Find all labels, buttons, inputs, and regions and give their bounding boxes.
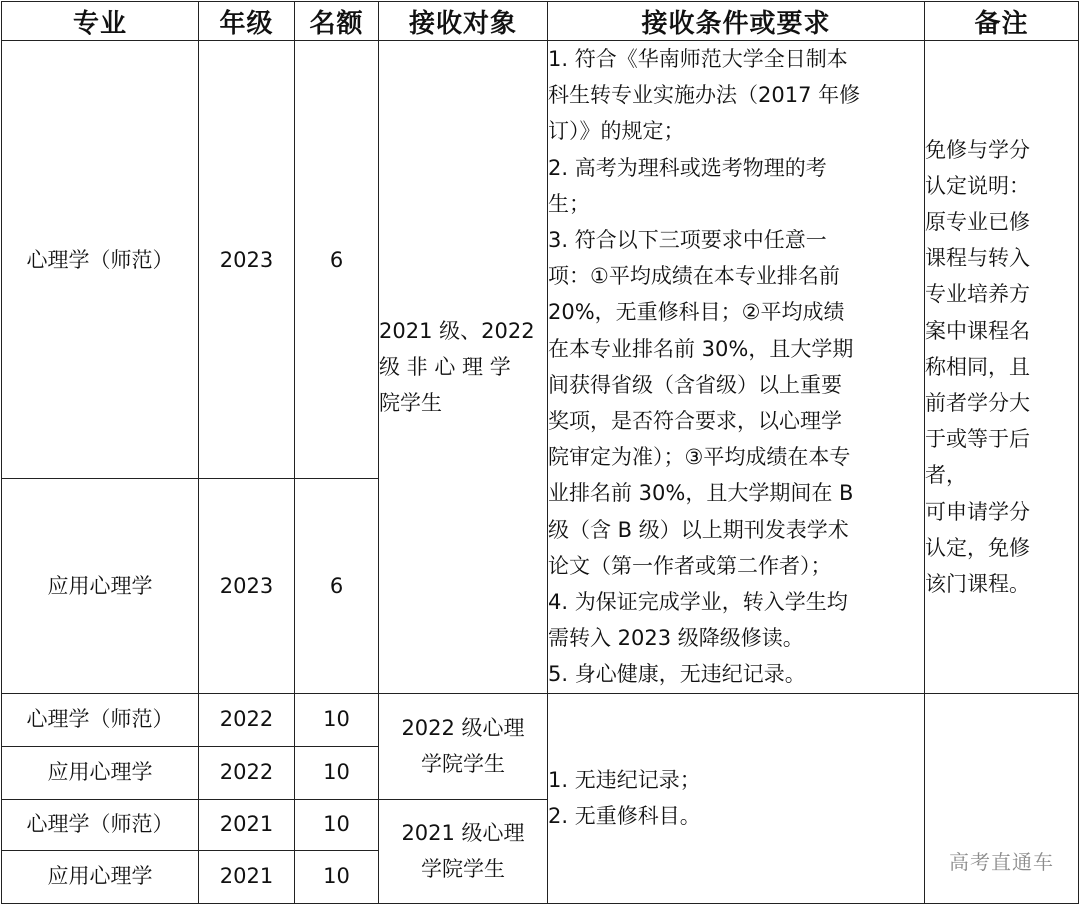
conditions-lines <box>548 762 924 834</box>
text-line: 该门课程。 <box>925 571 1030 596</box>
text-line: 学院学生 <box>421 857 505 882</box>
quota-cell: 10 <box>295 799 379 850</box>
text-line: 2021 级心理 <box>401 821 525 846</box>
conditions-cell <box>548 693 925 903</box>
text-line: 2. 无重修科目。 <box>548 804 701 829</box>
text-line: 可申请学分 <box>925 499 1030 524</box>
text-line: 20%，无重修科目；②平均成绩 <box>548 300 845 325</box>
text-line: 项：①平均成绩在本专业排名前 <box>548 264 840 289</box>
major-cell: 心理学（师范） <box>2 799 199 850</box>
text-line: 在本专业排名前 30%，且大学期 <box>548 336 854 361</box>
notes-lines <box>925 132 1078 603</box>
text-line: 1. 符合《华南师范大学全日制本 <box>548 47 848 71</box>
text-line: 院审定为准）；③平均成绩在本专 <box>548 445 851 470</box>
conditions-cell <box>548 41 925 694</box>
major-cell: 心理学（师范） <box>2 693 199 746</box>
text-line: 专业培养方 <box>925 282 1030 307</box>
text-line: 课程与转入 <box>925 246 1030 271</box>
text-line: 科生转专业实施办法（2017 年修 <box>548 83 861 108</box>
header-notes: 备注 <box>925 2 1079 41</box>
text-line: 于或等于后 <box>925 427 1030 452</box>
text-line: 生； <box>548 191 590 216</box>
quota-cell: 10 <box>295 693 379 746</box>
target-cell <box>379 693 548 799</box>
text-line: 学院学生 <box>421 752 505 777</box>
text-line: 前者学分大 <box>925 390 1030 415</box>
header-grade: 年级 <box>199 2 295 41</box>
text-line: 级（含 B 级）以上期刊发表学术 <box>548 517 849 542</box>
notes-cell <box>925 693 1079 903</box>
text-line: 院学生 <box>379 390 442 415</box>
text-line: 者， <box>925 463 967 488</box>
quota-cell: 10 <box>295 746 379 799</box>
watermark-text: 高考直通车 <box>949 849 1054 874</box>
grade-cell: 2023 <box>199 41 295 479</box>
major-cell: 应用心理学 <box>2 746 199 799</box>
conditions-lines <box>548 41 924 693</box>
quota-cell: 6 <box>295 479 379 693</box>
text-line: 免修与学分 <box>925 137 1030 162</box>
text-line: 5. 身心健康，无违纪记录。 <box>548 662 806 687</box>
text-line: 认定，免修 <box>925 535 1030 560</box>
target-lines <box>379 313 547 421</box>
text-line: 3. 符合以下三项要求中任意一 <box>548 228 827 253</box>
quota-cell: 10 <box>295 850 379 903</box>
header-quota: 名额 <box>295 2 379 41</box>
text-line: 称相同，且 <box>925 354 1030 379</box>
target-cell <box>379 41 548 694</box>
grade-cell: 2022 <box>199 746 295 799</box>
header-conditions: 接收条件或要求 <box>548 2 925 41</box>
text-line: 2. 高考为理科或选考物理的考 <box>548 155 827 180</box>
quota-cell: 6 <box>295 41 379 479</box>
target-lines <box>379 710 547 782</box>
notes-cell <box>925 41 1079 694</box>
text-line: 奖项，是否符合要求，以心理学 <box>548 409 842 434</box>
header-target: 接收对象 <box>379 2 548 41</box>
text-line: 案中课程名 <box>925 318 1030 343</box>
text-line: 订）》的规定； <box>548 119 685 144</box>
table-row <box>2 693 1079 746</box>
text-line: 1. 无违纪记录； <box>548 768 701 793</box>
major-cell: 应用心理学 <box>2 850 199 903</box>
text-line: 需转入 2023 级降级修读。 <box>548 626 804 651</box>
text-line: 论文（第一作者或第二作者）； <box>548 553 832 578</box>
text-line: 2021 级、2022 <box>379 318 535 343</box>
text-line: 级 非 心 理 学 <box>379 354 511 379</box>
text-line: 认定说明： <box>925 173 1030 198</box>
target-lines <box>379 815 547 887</box>
text-line: 间获得省级（含省级）以上重要 <box>548 372 842 397</box>
major-cell: 应用心理学 <box>2 479 199 693</box>
text-line: 业排名前 30%，且大学期间在 B <box>548 481 854 506</box>
grade-cell: 2023 <box>199 479 295 693</box>
grade-cell: 2022 <box>199 693 295 746</box>
text-line: 4. 为保证完成学业，转入学生均 <box>548 590 848 615</box>
target-cell <box>379 799 548 903</box>
transfer-table <box>1 1 1079 904</box>
grade-cell: 2021 <box>199 850 295 903</box>
header-row <box>2 2 1079 41</box>
text-line: 2022 级心理 <box>401 716 525 741</box>
table-row <box>2 41 1079 479</box>
grade-cell: 2021 <box>199 799 295 850</box>
header-major: 专业 <box>2 2 199 41</box>
major-cell: 心理学（师范） <box>2 41 199 479</box>
text-line: 原专业已修 <box>925 209 1030 234</box>
